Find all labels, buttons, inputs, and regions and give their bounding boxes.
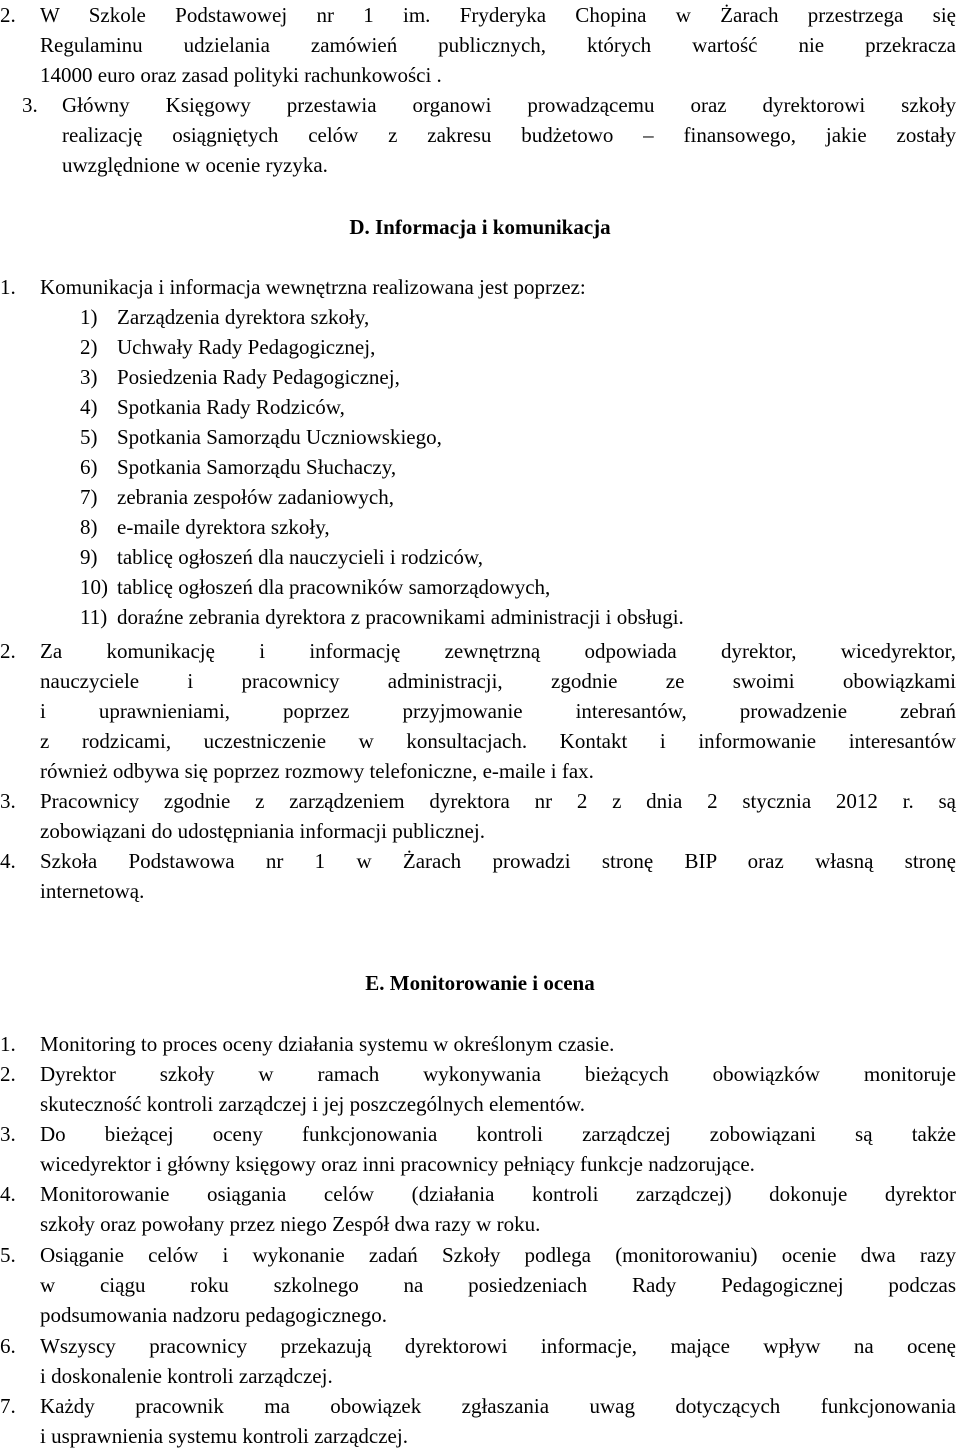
list-item-number: 2) bbox=[80, 335, 98, 359]
list-item-number: 8) bbox=[80, 515, 98, 539]
text-line: Główny Księgowy przestawia organowi prowadzącemu oraz dyrektorowi szkoły bbox=[62, 93, 956, 117]
list-item-number: 9) bbox=[80, 545, 98, 569]
list-item bbox=[80, 452, 956, 482]
text-line: wicedyrektor i główny księgowy oraz inni pracownicy pełniący funkcje nadzorujące. bbox=[40, 1152, 755, 1176]
text-line: Dyrektor szkoły w ramach wykonywania bieżących obowiązków monitoruje bbox=[40, 1062, 956, 1086]
text-line: W Szkole Podstawowej nr 1 im. Fryderyka Chopina w Żarach przestrzega się bbox=[40, 3, 956, 27]
item-number: 4. bbox=[0, 849, 16, 873]
paragraph-top-2 bbox=[0, 0, 956, 90]
section-d-item-1 bbox=[0, 272, 956, 302]
list-item-number: 3) bbox=[80, 365, 98, 389]
section-e-item-2 bbox=[0, 1059, 956, 1119]
text-line: szkoły oraz powołany przez niego Zespół dwa razy w roku. bbox=[40, 1212, 541, 1236]
item-number: 2. bbox=[0, 1062, 16, 1086]
item-number: 4. bbox=[0, 1182, 16, 1206]
list-item-number: 5) bbox=[80, 425, 98, 449]
section-e-item-3 bbox=[0, 1119, 956, 1179]
text-line: Szkoła Podstawowa nr 1 w Żarach prowadzi stronę BIP oraz własną stronę bbox=[40, 849, 956, 873]
text-line: Monitorowanie osiągania celów (działania kontroli zarządczej) dokonuje dyrektor bbox=[40, 1182, 956, 1206]
text-line: Komunikacja i informacja wewnętrzna realizowana jest poprzez: bbox=[40, 275, 586, 299]
item-number: 6. bbox=[0, 1334, 16, 1358]
text-line: Regulaminu udzielania zamówień publicznych, których wartość nie przekracza bbox=[40, 33, 956, 57]
item-number: 5. bbox=[0, 1243, 16, 1267]
list-item-text: zebrania zespołów zadaniowych, bbox=[117, 485, 394, 509]
list-item-number: 6) bbox=[80, 455, 98, 479]
text-line: Monitoring to proces oceny działania systemu w określonym czasie. bbox=[40, 1032, 615, 1056]
text-line: zobowiązani do udostępniania informacji publicznej. bbox=[40, 819, 485, 843]
list-item bbox=[80, 482, 956, 512]
text-line: Każdy pracownik ma obowiązek zgłaszania uwag dotyczących funkcjonowania bbox=[40, 1394, 956, 1418]
list-item bbox=[80, 392, 956, 422]
list-item bbox=[80, 362, 956, 392]
list-item-text: Zarządzenia dyrektora szkoły, bbox=[117, 305, 370, 329]
text-line: nauczyciele i pracownicy administracji, zgodnie ze swoimi obowiązkami bbox=[40, 669, 956, 693]
text-line: Wszyscy pracownicy przekazują dyrektorowi informacje, mające wpływ na ocenę bbox=[40, 1334, 956, 1358]
list-item-text: Uchwały Rady Pedagogicznej, bbox=[117, 335, 376, 359]
text-line: Za komunikację i informację zewnętrzną odpowiada dyrektor, wicedyrektor, bbox=[40, 639, 956, 663]
text-line: skuteczność kontroli zarządczej i jej poszczególnych elementów. bbox=[40, 1092, 585, 1116]
communication-channels-list bbox=[80, 302, 956, 632]
list-item-text: Posiedzenia Rady Pedagogicznej, bbox=[117, 365, 400, 389]
text-line: uwzględnione w ocenie ryzyka. bbox=[62, 153, 328, 177]
text-line: internetową. bbox=[40, 879, 145, 903]
text-line: Osiąganie celów i wykonanie zadań Szkoły podlega (monitorowaniu) ocenie dwa razy bbox=[40, 1243, 956, 1267]
list-item bbox=[80, 302, 956, 332]
list-item-number: 7) bbox=[80, 485, 98, 509]
list-item bbox=[80, 332, 956, 362]
list-item-text: Spotkania Rady Rodziców, bbox=[117, 395, 345, 419]
section-e-item-6 bbox=[0, 1331, 956, 1391]
list-item bbox=[80, 542, 956, 572]
item-number: 2. bbox=[0, 639, 16, 663]
section-e-heading: E. Monitorowanie i ocena bbox=[365, 971, 595, 995]
list-item-text: tablicę ogłoszeń dla pracowników samorządowych, bbox=[117, 575, 551, 599]
item-number: 3. bbox=[22, 93, 38, 117]
item-number: 3. bbox=[0, 789, 16, 813]
text-line: 14000 euro oraz zasad polityki rachunkowości . bbox=[40, 63, 442, 87]
text-line: również odbywa się poprzez rozmowy telefoniczne, e-maile i fax. bbox=[40, 759, 594, 783]
text-line: w ciągu roku szkolnego na posiedzeniach Rady Pedagogicznej podczas bbox=[40, 1273, 956, 1297]
text-line: i uprawnieniami, poprzez przyjmowanie interesantów, prowadzenie zebrań bbox=[40, 699, 956, 723]
list-item-number: 10) bbox=[80, 575, 108, 599]
text-line: i usprawnienia systemu kontroli zarządczej. bbox=[40, 1424, 408, 1448]
section-e-item-7 bbox=[0, 1391, 956, 1451]
text-line: podsumowania nadzoru pedagogicznego. bbox=[40, 1303, 387, 1327]
list-item bbox=[80, 572, 956, 602]
item-number: 3. bbox=[0, 1122, 16, 1146]
item-number: 1. bbox=[0, 1032, 16, 1056]
list-item-text: doraźne zebrania dyrektora z pracownikami administracji i obsługi. bbox=[117, 605, 684, 629]
list-item bbox=[80, 602, 956, 632]
text-line: Pracownicy zgodnie z zarządzeniem dyrektora nr 2 z dnia 2 stycznia 2012 r. są bbox=[40, 789, 956, 813]
list-item-text: Spotkania Samorządu Słuchaczy, bbox=[117, 455, 397, 479]
list-item-number: 4) bbox=[80, 395, 98, 419]
section-e-item-5 bbox=[0, 1240, 956, 1330]
list-item bbox=[80, 512, 956, 542]
list-item-number: 11) bbox=[80, 605, 108, 629]
list-item-text: e-maile dyrektora szkoły, bbox=[117, 515, 330, 539]
text-line: Do bieżącej oceny funkcjonowania kontroli zarządczej zobowiązani są także bbox=[40, 1122, 956, 1146]
item-number: 7. bbox=[0, 1394, 16, 1418]
section-d-item-3 bbox=[0, 786, 956, 846]
section-d-heading: D. Informacja i komunikacja bbox=[349, 215, 611, 239]
section-d-item-2 bbox=[0, 636, 956, 786]
paragraph-top-3 bbox=[0, 90, 956, 180]
list-item-text: Spotkania Samorządu Uczniowskiego, bbox=[117, 425, 442, 449]
item-number: 1. bbox=[0, 275, 16, 299]
list-item-text: tablicę ogłoszeń dla nauczycieli i rodziców, bbox=[117, 545, 483, 569]
section-e-item-4 bbox=[0, 1179, 956, 1239]
text-line: z rodzicami, uczestniczenie w konsultacjach. Kontakt i informowanie interesantów bbox=[40, 729, 956, 753]
text-line: i doskonalenie kontroli zarządczej. bbox=[40, 1364, 333, 1388]
list-item-number: 1) bbox=[80, 305, 98, 329]
text-line: realizację osiągniętych celów z zakresu budżetowo – finansowego, jakie zostały bbox=[62, 123, 956, 147]
item-number: 2. bbox=[0, 3, 16, 27]
list-item bbox=[80, 422, 956, 452]
section-e-item-1 bbox=[0, 1029, 956, 1059]
section-d-item-4 bbox=[0, 846, 956, 906]
